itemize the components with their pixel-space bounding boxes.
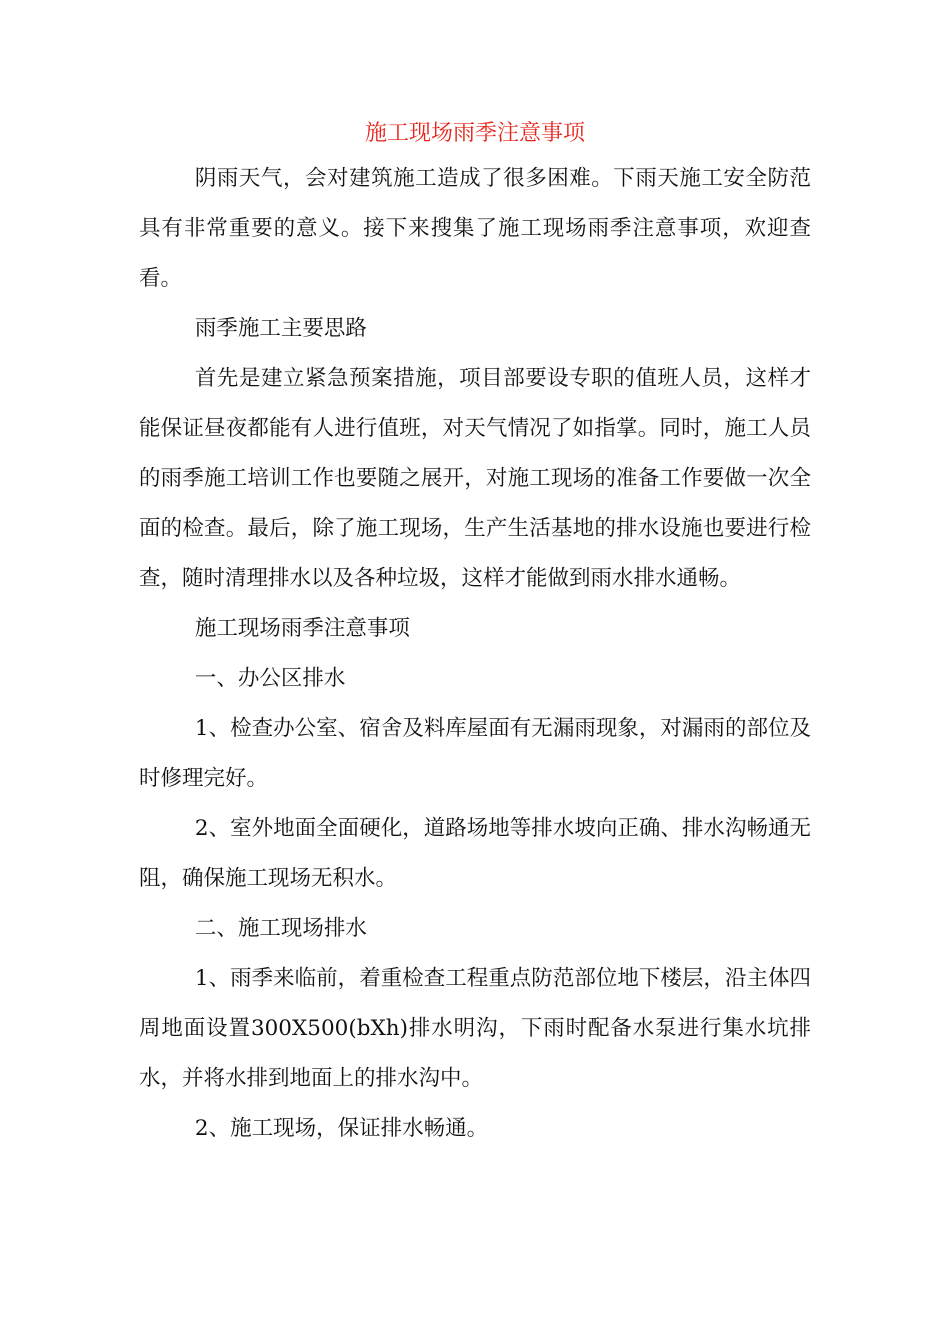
item-site-2: 2、施工现场，保证排水畅通。 [194, 1116, 489, 1141]
item-office-1: 1、检查办公室、宿舍及料库屋面有无漏雨现象，对漏雨的部位及时修理完好。 [139, 716, 811, 791]
paragraph-intro: 阴雨天气，会对建筑施工造成了很多困难。下雨天施工安全防范具有非常重要的意义。接下来搜集了施工现场雨季注意事项，欢迎查看。 [139, 166, 811, 291]
paragraph-main-idea: 首先是建立紧急预案措施，项目部要设专职的值班人员，这样才能保证昼夜都能有人进行值班，对天气情况了如指掌。同时，施工人员的雨季施工培训工作也要随之展开，对施工现场的准备工作要做一次全面的检查。最后，除了施工现场，生产生活基地的排水设施也要进行检查，随时清理排水以及各种垃圾，这样才能做到雨水排水通畅。 [139, 366, 811, 591]
heading-site-drainage: 二、施工现场排水 [194, 916, 367, 941]
heading-office-drainage: 一、办公区排水 [194, 666, 346, 691]
item-site-1: 1、雨季来临前，着重检查工程重点防范部位地下楼层，沿主体四周地面设置300X500(bXh)排水明沟，下雨时配备水泵进行集水坑排水，并将水排到地面上的排水沟中。 [139, 966, 811, 1091]
document-title: 施工现场雨季注意事项 [364, 121, 585, 146]
item-office-2: 2、室外地面全面硬化，道路场地等排水坡向正确、排水沟畅通无阻，确保施工现场无积水。 [139, 816, 811, 891]
heading-notes: 施工现场雨季注意事项 [194, 616, 410, 641]
document-body [139, 114, 811, 1154]
heading-main-idea: 雨季施工主要思路 [194, 316, 367, 341]
